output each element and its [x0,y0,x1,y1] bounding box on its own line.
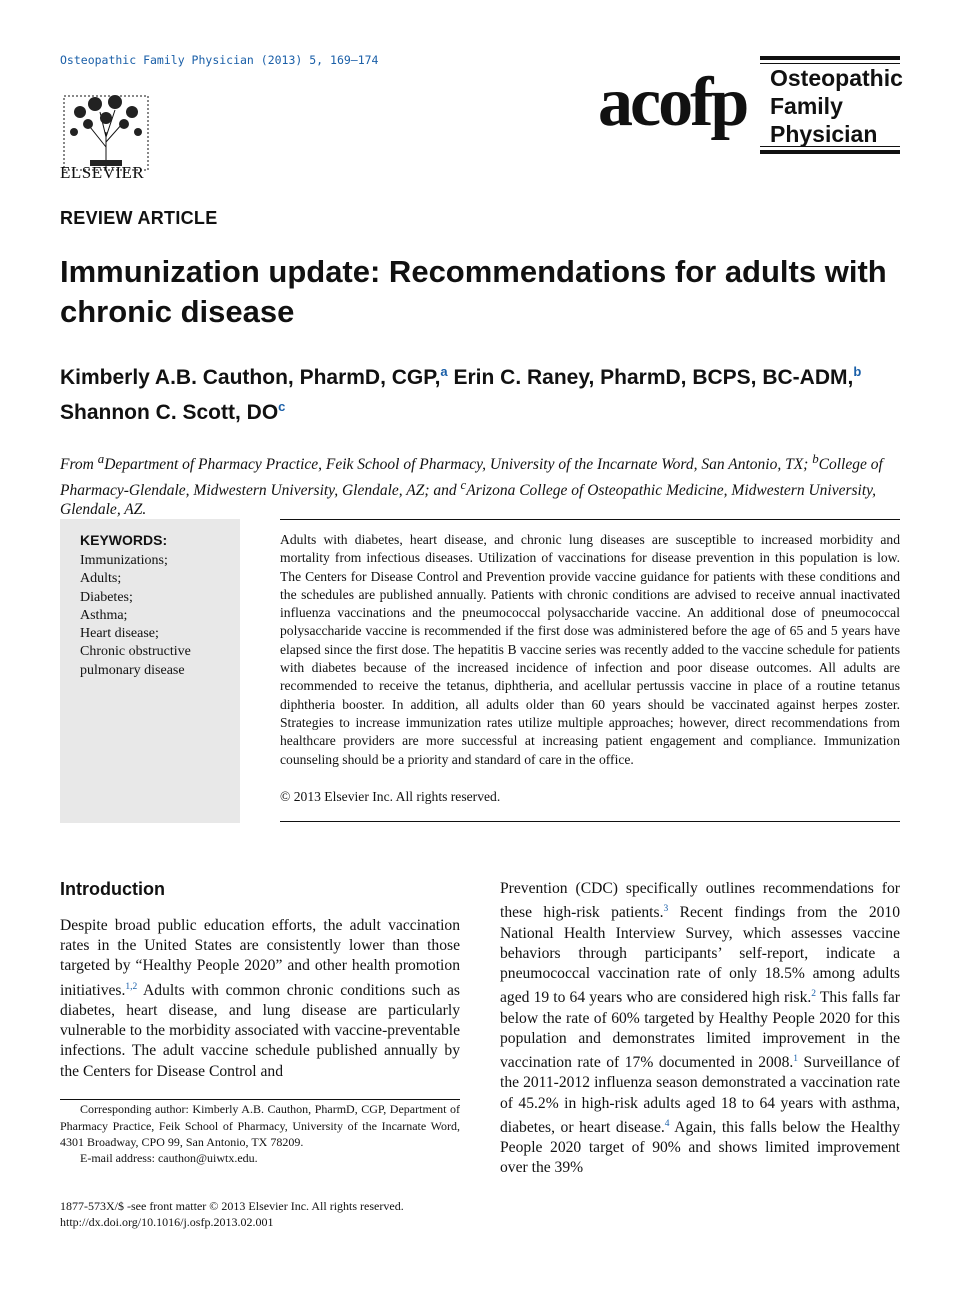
keyword: Adults; [80,571,122,587]
journal-name-block [760,56,903,154]
affiliation-mark: b [812,451,819,466]
keyword: Diabetes; [80,589,133,605]
keyword: Immunizations; [80,553,168,568]
issn-line: 1877-573X/$ -see front matter © 2013 Elsevier Inc. All rights reserved. [60,1199,404,1213]
keyword: Chronic obstructive [80,644,191,660]
affiliation-mark: c [460,476,467,492]
paragraph-text: Adults with common chronic conditions such as diabetes, heart disease, and lung disease are particularly vulnerable to the morbidity associated with vaccine-preventable infections. The adult vaccine schedule published annually by the Centers for Disease Control and [60,981,460,1080]
paragraph-text: Despite broad public education efforts, the adult vaccination rates in the United States are consistently lower than those targeted by “Healthy People 2020” and other health promotion initiatives. [60,917,460,999]
paragraph-text: Recent findings from the 2010 National Health Interview Survey, which assesses vaccine behaviors through participants’ self-report, indicate a pneumococcal vaccination rate of only 18.5% among adults aged 19 to 64 years who are considered high risk. [500,904,901,1007]
publisher-name: ELSEVIER [60,163,145,182]
paragraph-text: Surveillance of the 2011-2012 influenza season demonstrated a vaccination rate of 45.2% in high-risk adults aged 18 to 64 years with asthma, diabetes, or heart disease. [500,1054,900,1136]
citation-link[interactable]: 1 [793,1054,799,1064]
paragraph-text: Prevention (CDC) specifically outlines recommendations for these high-risk patients. [500,880,900,922]
affiliation-b: College of Pharmacy-Glendale, Midwestern University, Glendale, AZ; and [60,456,883,499]
author-name: Kimberly A.B. Cauthon, PharmD, CGP, [60,366,441,389]
introduction-heading: Introduction [60,879,165,899]
affiliation-prefix: From [60,456,98,474]
citation-link[interactable]: 4 [664,1118,670,1129]
acofp-wordmark: acofp [598,64,747,141]
citation-link[interactable]: 3 [663,904,669,915]
body-column-left [60,916,460,1082]
footnote-rule [60,1099,460,1100]
doi-link[interactable]: http://dx.doi.org/10.1016/j.osfp.2013.02.001 [60,1215,274,1229]
author-email[interactable]: E-mail address: cauthon@uiwtx.edu. [80,1151,258,1165]
keywords-heading: KEYWORDS: [80,532,168,548]
abstract-copyright: © 2013 Elsevier Inc. All rights reserved. [280,789,501,804]
affiliation-mark: a [97,451,105,466]
keyword: Heart disease; [80,626,159,642]
author-name: Shannon C. Scott, DO [60,401,279,424]
keyword: Asthma; [80,607,128,623]
body-column-right [500,879,900,1179]
abstract-rule-bottom [280,821,900,822]
affiliation-link[interactable]: b [853,364,862,379]
affiliation-link[interactable]: a [440,364,448,379]
corresponding-author-note: Corresponding author: Kimberly A.B. Cauthon, PharmD, CGP, Department of Pharmacy Practice, Feik School of Pharmacy, University of the Incarnate Word, 4301 Broadway, CPO 99, San Antonio, TX 78209. [60,1102,460,1149]
paragraph-text: Again, this falls below the Healthy People 2020 target of 90% and shows limited improvement over the 39% [500,1118,900,1177]
affiliation-a: Department of Pharmacy Practice, Feik School of Pharmacy, University of the Incarnate Word, San Antonio, TX; [104,456,813,474]
journal-reference[interactable]: Osteopathic Family Physician (2013) 5, 169–174 [60,53,379,67]
publication-info [60,1198,404,1230]
journal-name-line: Family [770,93,843,119]
citation-link[interactable]: 2 [811,989,817,1000]
author-name: Erin C. Raney, PharmD, BCPS, BC-ADM, [453,366,854,389]
keywords-panel [60,519,240,823]
affiliation-c: Arizona College of Osteopathic Medicine, Midwestern University, Glendale, AZ. [60,481,877,519]
journal-name-line: Physician [770,121,878,147]
citation-link[interactable]: 1,2 [125,981,138,992]
abstract-rule-top [280,519,900,520]
article-type: REVIEW ARTICLE [60,208,218,228]
affiliation-link[interactable]: c [278,399,286,414]
author-list [60,357,920,427]
abstract-text: Adults with diabetes, heart disease, and chronic lung diseases are susceptible to increased morbidity and mortality from infectious diseases. Utilization of vaccinations for disease prevention in this population is low. The Centers for Disease Control and Prevention provide vaccine guidance for patients with these conditions and the schedules are published annually. Patients with chronic conditions are advised to receive annual inactivated influenza vaccinations and the pneumococcal polysaccharide vaccine. An additional dose of pneumococcal polysaccharide vaccine is recommended if the first dose was administered before the age of 65 and 5 years have elapsed since the first dose. The hepatitis B vaccine series was recently added to the vaccine schedule for patients with diabetes because of the increased incidence of infection and poor disease outcomes. All adults are recommended to receive the tetanus, diphtheria, and acellular pertussis vaccine in place of a routine tetanus diphtheria booster. In addition, all adults older than 60 years should be vaccinated against herpes zoster. Strategies to increase immunization rates utilize multiple approaches; however, direct recommendations from healthcare providers are more successful at increasing patient engagement and compliance. Immunization counseling should be a priority and standard of care in the office. [280,532,900,767]
journal-name-line: Osteopathic [770,65,903,91]
acofp-logo [598,56,903,156]
paragraph-text: This falls far below the rate of 60% targeted by Healthy People 2020 for this population and demonstrates limited improvement in the vaccination rate of 17% documented in 2008. [500,989,900,1072]
article-title: Immunization update: Recommendations for adults with chronic disease [60,254,887,329]
keywords-list [80,552,191,680]
affiliations [60,449,910,520]
keyword: pulmonary disease [80,662,185,678]
